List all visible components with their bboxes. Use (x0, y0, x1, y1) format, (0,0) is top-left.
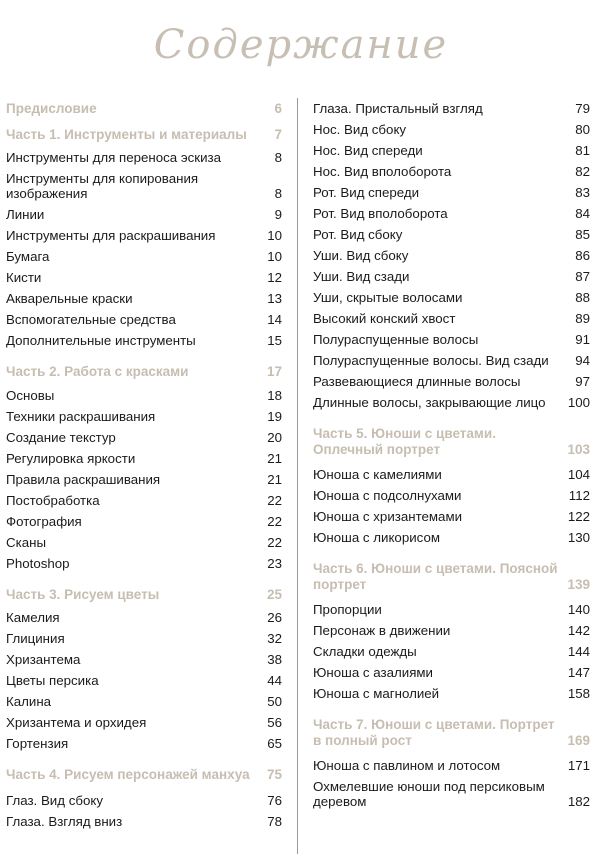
section-title: Часть 2. Работа с красками (6, 364, 189, 379)
toc-section (6, 584, 282, 606)
section-title: Часть 1. Инструменты и материалы (6, 126, 247, 142)
page-number: 158 (567, 686, 590, 701)
page-number: 12 (267, 270, 282, 285)
toc-entry (6, 267, 282, 288)
page-number: 82 (575, 164, 590, 179)
toc-entry (6, 511, 282, 532)
page-number: 86 (575, 248, 590, 263)
page-number: 85 (575, 227, 590, 242)
page-number: 26 (267, 610, 282, 625)
toc-entry (313, 485, 590, 506)
toc-section (6, 361, 282, 383)
page-number: 19 (267, 408, 282, 424)
page-number: 22 (267, 534, 282, 550)
page-number: 88 (575, 290, 590, 305)
toc-entry (313, 224, 590, 245)
toc-entry (6, 649, 282, 670)
toc-entry (313, 683, 590, 704)
page-number: 15 (267, 333, 282, 348)
toc-entry (313, 392, 590, 413)
page-number: 38 (267, 652, 282, 667)
entry-title: Дополнительные инструменты (6, 333, 196, 348)
toc-entry (313, 140, 590, 161)
entry-title: Глаза. Пристальный взгляд (313, 101, 483, 116)
toc-entry (313, 287, 590, 308)
toc-entry (313, 182, 590, 203)
entry-title: Рот. Вид сбоку (313, 227, 403, 242)
entry-title: Персонаж в движении (313, 623, 451, 638)
toc-entry (313, 350, 590, 371)
page-number: 25 (266, 586, 282, 602)
entry-title: Пропорции (313, 602, 382, 617)
toc-entry (313, 620, 590, 641)
page-number: 144 (567, 644, 590, 659)
entry-title: Рот. Вид вполоборота (313, 206, 448, 221)
section-title: Часть 5. Юноши с цветами. Оплечный портрет (313, 426, 496, 457)
page-number: 65 (267, 736, 282, 751)
toc-entry (6, 553, 282, 574)
page-number: 81 (575, 143, 590, 158)
entry-title: Сканы (6, 534, 47, 550)
entry-title: Полураспущенные волосы. Вид сзади (313, 353, 549, 368)
entry-title: Охмелевшие юноши под персиковым деревом (313, 779, 545, 809)
section-title: Часть 3. Рисуем цветы (6, 586, 160, 602)
entry-title: Калина (6, 694, 52, 709)
entry-title: Юноша с подсолнухами (313, 488, 462, 503)
page-number: 112 (568, 488, 590, 503)
toc-entry (313, 464, 590, 485)
entry-title: Инструменты для переноса эскиза (6, 150, 222, 165)
toc-section (6, 98, 282, 120)
page-number: 13 (267, 291, 282, 306)
toc-entry (313, 119, 590, 140)
entry-title: Уши, скрытые волосами (313, 290, 463, 305)
entry-title: Фотография (6, 513, 82, 529)
page-number: 10 (267, 228, 282, 243)
entry-title: Юноша с павлином и лотосом (313, 758, 501, 773)
toc-entry (6, 309, 282, 330)
entry-title: Складки одежды (313, 644, 417, 659)
page-number: 6 (274, 101, 282, 116)
entry-title: Юноша с азалиями (313, 665, 433, 680)
toc-entry (6, 448, 282, 469)
toc-entry (6, 733, 282, 754)
section-title: Часть 7. Юноши с цветами. Портрет в полный рост (313, 717, 555, 748)
entry-title: Длинные волосы, закрывающие лицо (313, 395, 546, 410)
toc-entry (6, 607, 282, 628)
toc-entry (6, 811, 282, 832)
toc-entry (313, 329, 590, 350)
entry-title: Полураспущенные волосы (313, 332, 479, 347)
toc-entry (6, 147, 282, 168)
page-number: 76 (267, 792, 282, 808)
entry-title: Линии (6, 207, 45, 222)
page-title: Содержание (153, 22, 449, 68)
entry-title: Камелия (6, 610, 60, 625)
page-number: 139 (567, 576, 590, 592)
entry-title: Хризантема (6, 652, 81, 667)
page-number: 21 (267, 471, 282, 487)
toc-entry (6, 691, 282, 712)
toc-entry (6, 204, 282, 225)
section-title: Часть 6. Юноши с цветами. Поясной портрет (313, 561, 558, 592)
entry-title: Инструменты для раскрашивания (6, 228, 216, 243)
page-number: 20 (267, 429, 282, 445)
page-number: 84 (575, 206, 590, 221)
toc-entry (313, 266, 590, 287)
entry-title: Кисти (6, 270, 42, 285)
entry-title: Уши. Вид сзади (313, 269, 410, 284)
toc-section (313, 558, 590, 595)
page-number: 103 (567, 441, 590, 457)
page-number: 104 (567, 467, 590, 482)
entry-title: Создание текстур (6, 429, 116, 445)
entry-title: Цветы персика (6, 673, 99, 688)
page-number: 100 (567, 395, 590, 410)
entry-title: Вспомогательные средства (6, 312, 176, 327)
page-number: 32 (267, 631, 282, 646)
page-number: 169 (567, 732, 590, 748)
toc-entry (6, 330, 282, 351)
page-number: 171 (567, 758, 590, 773)
entry-title: Правила раскрашивания (6, 471, 161, 487)
toc-entry (6, 712, 282, 733)
page-number: 122 (567, 509, 590, 524)
toc-section (313, 423, 590, 460)
toc-entry (6, 288, 282, 309)
toc-entry (6, 790, 282, 811)
toc-column-right (313, 98, 590, 812)
page-number: 182 (567, 794, 590, 809)
page-number: 78 (267, 813, 282, 829)
entry-title: Основы (6, 387, 55, 403)
toc-entry (6, 246, 282, 267)
toc-entry (313, 599, 590, 620)
toc-entry (6, 225, 282, 246)
entry-title: Photoshop (6, 555, 70, 571)
toc-entry (313, 161, 590, 182)
toc-entry (313, 527, 590, 548)
toc-entry (313, 506, 590, 527)
page-number: 22 (267, 513, 282, 529)
toc-section (313, 714, 590, 751)
entry-title: Регулировка яркости (6, 450, 136, 466)
entry-title: Нос. Вид сбоку (313, 122, 407, 137)
entry-title: Юноша с хризантемами (313, 509, 463, 524)
entry-title: Развевающиеся длинные волосы (313, 374, 521, 389)
toc-entry (313, 755, 590, 776)
entry-title: Постобработка (6, 492, 100, 508)
toc-entry (6, 168, 282, 204)
page-number: 87 (575, 269, 590, 284)
entry-title: Глаза. Взгляд вниз (6, 813, 123, 829)
entry-title: Юноша с ликорисом (313, 530, 440, 545)
entry-title: Высокий конский хвост (313, 311, 456, 326)
page-number: 80 (575, 122, 590, 137)
toc-entry (313, 98, 590, 119)
page-number: 9 (274, 207, 282, 222)
entry-title: Уши. Вид сбоку (313, 248, 409, 263)
page-number: 75 (266, 767, 282, 782)
toc-section (6, 764, 282, 786)
entry-title: Хризантема и орхидея (6, 715, 147, 730)
entry-title: Бумага (6, 249, 50, 264)
entry-title: Акварельные краски (6, 291, 133, 306)
toc-entry (6, 490, 282, 511)
entry-title: Инструменты для копирования изображения (6, 171, 199, 201)
toc-entry (6, 469, 282, 490)
page-number: 130 (567, 530, 590, 545)
toc-column-left (6, 98, 282, 832)
page-number: 94 (575, 353, 590, 368)
entry-title: Глаз. Вид сбоку (6, 792, 103, 808)
page-number: 8 (274, 186, 282, 201)
toc-entry (6, 628, 282, 649)
toc-entry (6, 670, 282, 691)
section-title: Часть 4. Рисуем персонажей манхуа (6, 767, 250, 782)
page-number: 17 (266, 364, 282, 379)
page-number: 8 (274, 150, 282, 165)
page-number: 83 (575, 185, 590, 200)
entry-title: Нос. Вид вполоборота (313, 164, 452, 179)
entry-title: Юноша с камелиями (313, 467, 442, 482)
toc-section (6, 124, 282, 146)
page-number: 44 (267, 673, 282, 688)
toc-entry (313, 308, 590, 329)
page-number: 14 (267, 312, 282, 327)
page-number: 7 (274, 126, 282, 142)
toc-entry (6, 406, 282, 427)
entry-title: Глициния (6, 631, 65, 646)
page-number: 142 (567, 623, 590, 638)
toc-entry (313, 641, 590, 662)
entry-title: Юноша с магнолией (313, 686, 440, 701)
toc-entry (313, 203, 590, 224)
section-title: Предисловие (6, 101, 97, 116)
page-number: 140 (567, 602, 590, 617)
entry-title: Техники раскрашивания (6, 408, 156, 424)
toc-entry (6, 427, 282, 448)
column-divider (297, 98, 298, 854)
toc-entry (313, 662, 590, 683)
toc-entry (313, 371, 590, 392)
entry-title: Рот. Вид спереди (313, 185, 420, 200)
toc-entry (313, 245, 590, 266)
page-number: 18 (267, 387, 282, 403)
page-number: 56 (267, 715, 282, 730)
page-number: 97 (575, 374, 590, 389)
page-number: 21 (267, 450, 282, 466)
page-number: 22 (267, 492, 282, 508)
page-number: 91 (575, 332, 590, 347)
page-number: 23 (267, 555, 282, 571)
toc-entry (313, 776, 590, 812)
page-number: 89 (575, 311, 590, 326)
entry-title: Гортензия (6, 736, 69, 751)
page-number: 147 (567, 665, 590, 680)
page-number: 10 (267, 249, 282, 264)
toc-entry (6, 532, 282, 553)
toc-entry (6, 385, 282, 406)
page-number: 79 (575, 101, 590, 116)
page-number: 50 (267, 694, 282, 709)
entry-title: Нос. Вид спереди (313, 143, 423, 158)
